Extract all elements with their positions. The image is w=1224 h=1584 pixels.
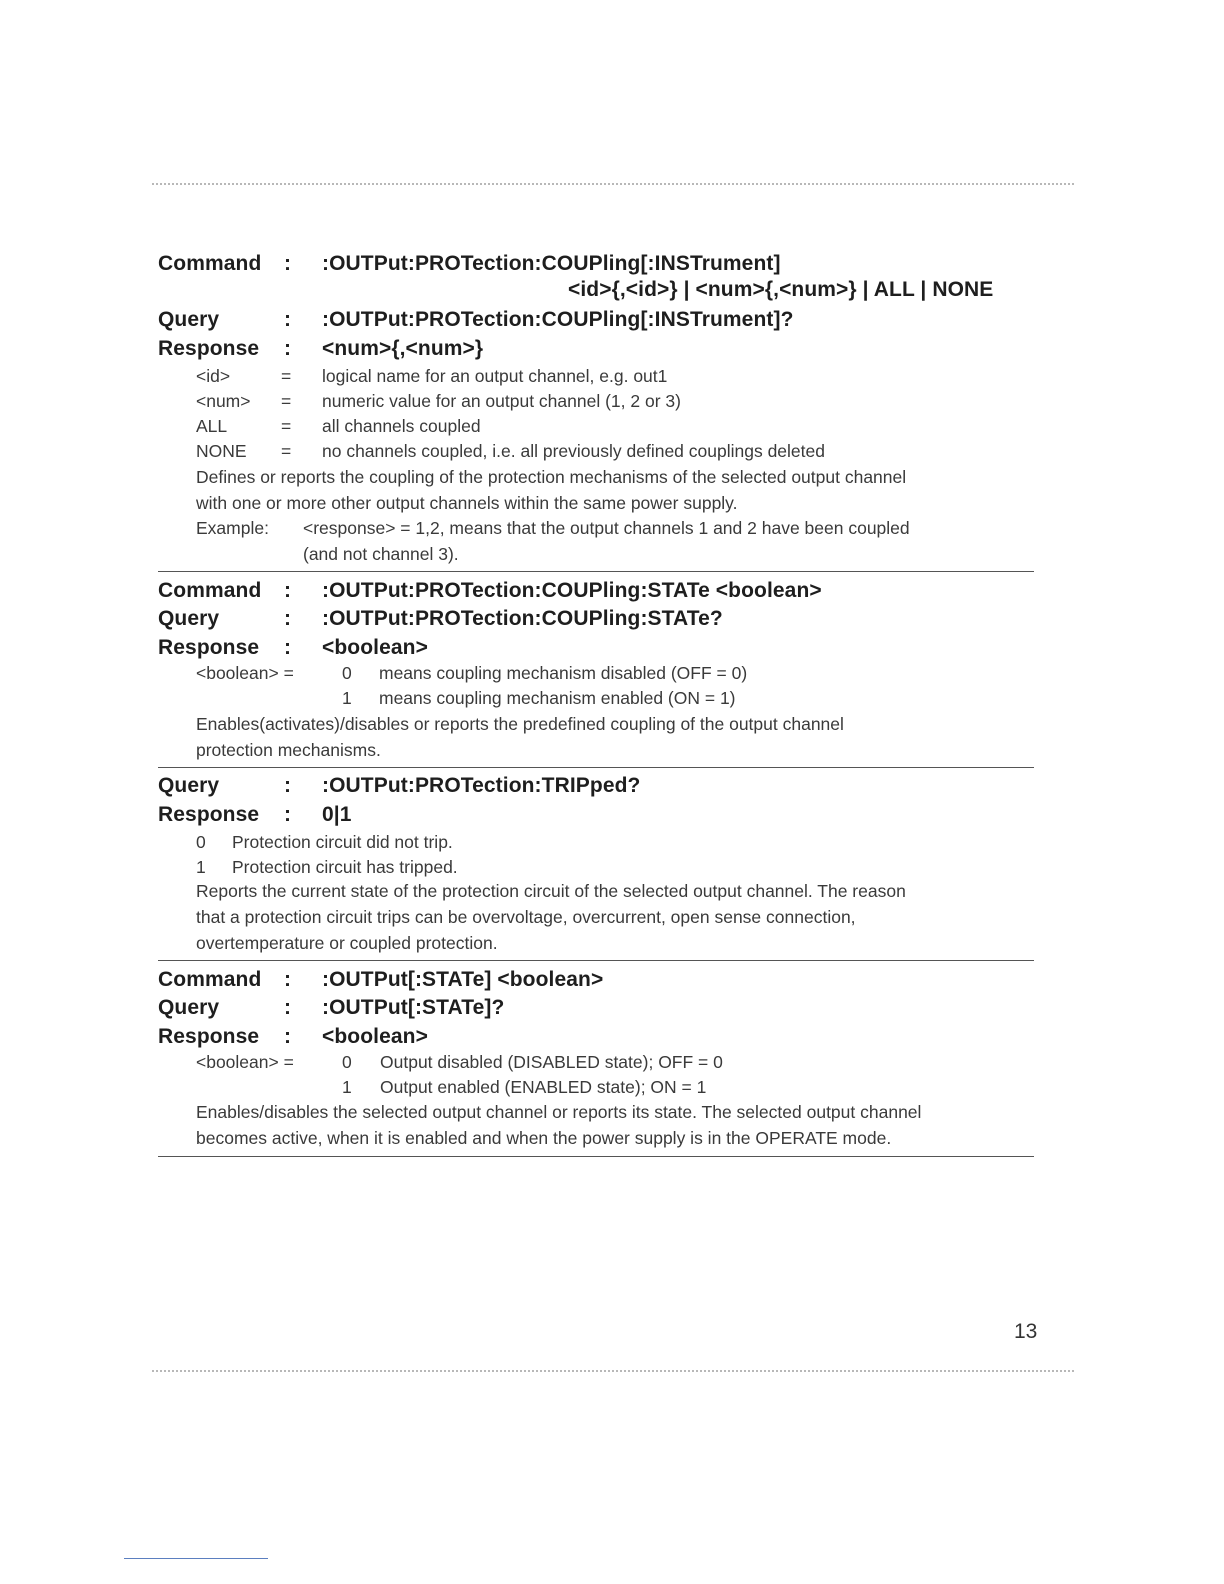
colon: : xyxy=(284,996,292,1019)
section-divider xyxy=(158,960,1034,961)
definition-text: no channels coupled, i.e. all previously defined couplings deleted xyxy=(322,441,825,461)
command-syntax: :OUTPut[:STATe] <boolean> xyxy=(322,968,604,991)
query-syntax: :OUTPut[:STATe]? xyxy=(322,996,505,1019)
description-line: Reports the current state of the protection circuit of the selected output channel. The reason xyxy=(196,881,906,901)
example-line: <response> = 1,2, means that the output channels 1 and 2 have been coupled xyxy=(303,518,910,538)
value-description: means coupling mechanism enabled (ON = 1) xyxy=(379,688,736,708)
bottom-dotted-rule xyxy=(152,1370,1074,1372)
description-line: with one or more other output channels within the same power supply. xyxy=(196,493,738,513)
description-line: Enables(activates)/disables or reports the predefined coupling of the output channel xyxy=(196,714,844,734)
query-label: Query xyxy=(158,308,220,331)
equals-sign: = xyxy=(281,441,292,461)
query-syntax: :OUTPut:PROTection:COUPling:STATe? xyxy=(322,607,723,630)
section-divider xyxy=(158,1156,1034,1157)
description-line: overtemperature or coupled protection. xyxy=(196,933,498,953)
command-label: Command xyxy=(158,968,262,991)
description-line: becomes active, when it is enabled and when the power supply is in the OPERATE mode. xyxy=(196,1128,892,1148)
colon: : xyxy=(284,579,292,602)
equals-sign: = xyxy=(281,416,292,436)
query-label: Query xyxy=(158,774,220,797)
description-line: protection mechanisms. xyxy=(196,740,381,760)
footer-blue-line xyxy=(124,1558,268,1559)
query-label: Query xyxy=(158,996,220,1019)
query-syntax: :OUTPut:PROTection:TRIPped? xyxy=(322,774,641,797)
colon: : xyxy=(284,1025,292,1048)
query-label: Query xyxy=(158,607,220,630)
definition-text: all channels coupled xyxy=(322,416,481,436)
equals-sign: = xyxy=(281,366,292,386)
example-label: Example: xyxy=(196,518,269,538)
colon: : xyxy=(284,337,292,360)
colon: : xyxy=(284,774,292,797)
definition-term: ALL xyxy=(196,416,228,436)
value-description: Output enabled (ENABLED state); ON = 1 xyxy=(380,1077,707,1097)
response-syntax: <num>{,<num>} xyxy=(322,337,484,360)
section-divider xyxy=(158,571,1034,572)
example-line: (and not channel 3). xyxy=(303,544,459,564)
colon: : xyxy=(284,803,292,826)
command-label: Command xyxy=(158,579,262,602)
query-syntax: :OUTPut:PROTection:COUPling[:INSTrument]? xyxy=(322,308,794,331)
value-description: Protection circuit did not trip. xyxy=(232,832,453,852)
top-dotted-rule xyxy=(152,183,1074,185)
response-syntax: <boolean> xyxy=(322,1025,428,1048)
definition-term: <num> xyxy=(196,391,251,411)
value-code: 1 xyxy=(196,857,206,877)
response-label: Response xyxy=(158,337,260,360)
definition-text: numeric value for an output channel (1, 2 or 3) xyxy=(322,391,681,411)
command-syntax: :OUTPut:PROTection:COUPling:STATe <boolean> xyxy=(322,579,822,602)
command-label: Command xyxy=(158,252,262,275)
description-line: Enables/disables the selected output channel or reports its state. The selected output channel xyxy=(196,1102,922,1122)
page-number: 13 xyxy=(1014,1320,1038,1343)
value-description: means coupling mechanism disabled (OFF = 0) xyxy=(379,663,748,683)
description-line: Defines or reports the coupling of the protection mechanisms of the selected output channel xyxy=(196,467,907,487)
colon: : xyxy=(284,968,292,991)
colon: : xyxy=(284,308,292,331)
colon: : xyxy=(284,636,292,659)
response-label: Response xyxy=(158,803,260,826)
boolean-term: <boolean> = xyxy=(196,663,294,683)
description-line: that a protection circuit trips can be overvoltage, overcurrent, open sense connection, xyxy=(196,907,856,927)
response-syntax: <boolean> xyxy=(322,636,428,659)
command-arguments: <id>{,<id>} | <num>{,<num>} | ALL | NONE xyxy=(568,278,994,301)
definition-term: <id> xyxy=(196,366,231,386)
value-code: 0 xyxy=(342,1052,352,1072)
command-syntax: :OUTPut:PROTection:COUPling[:INSTrument] xyxy=(322,252,781,275)
response-syntax: 0|1 xyxy=(322,803,352,826)
definition-text: logical name for an output channel, e.g. out1 xyxy=(322,366,668,386)
definition-term: NONE xyxy=(196,441,247,461)
value-description: Output disabled (DISABLED state); OFF = 0 xyxy=(380,1052,723,1072)
value-code: 0 xyxy=(196,832,206,852)
value-code: 0 xyxy=(342,663,352,683)
section-divider xyxy=(158,767,1034,768)
value-description: Protection circuit has tripped. xyxy=(232,857,458,877)
response-label: Response xyxy=(158,1025,260,1048)
value-code: 1 xyxy=(342,1077,352,1097)
value-code: 1 xyxy=(342,688,352,708)
boolean-term: <boolean> = xyxy=(196,1052,294,1072)
colon: : xyxy=(284,252,292,275)
equals-sign: = xyxy=(281,391,292,411)
response-label: Response xyxy=(158,636,260,659)
colon: : xyxy=(284,607,292,630)
